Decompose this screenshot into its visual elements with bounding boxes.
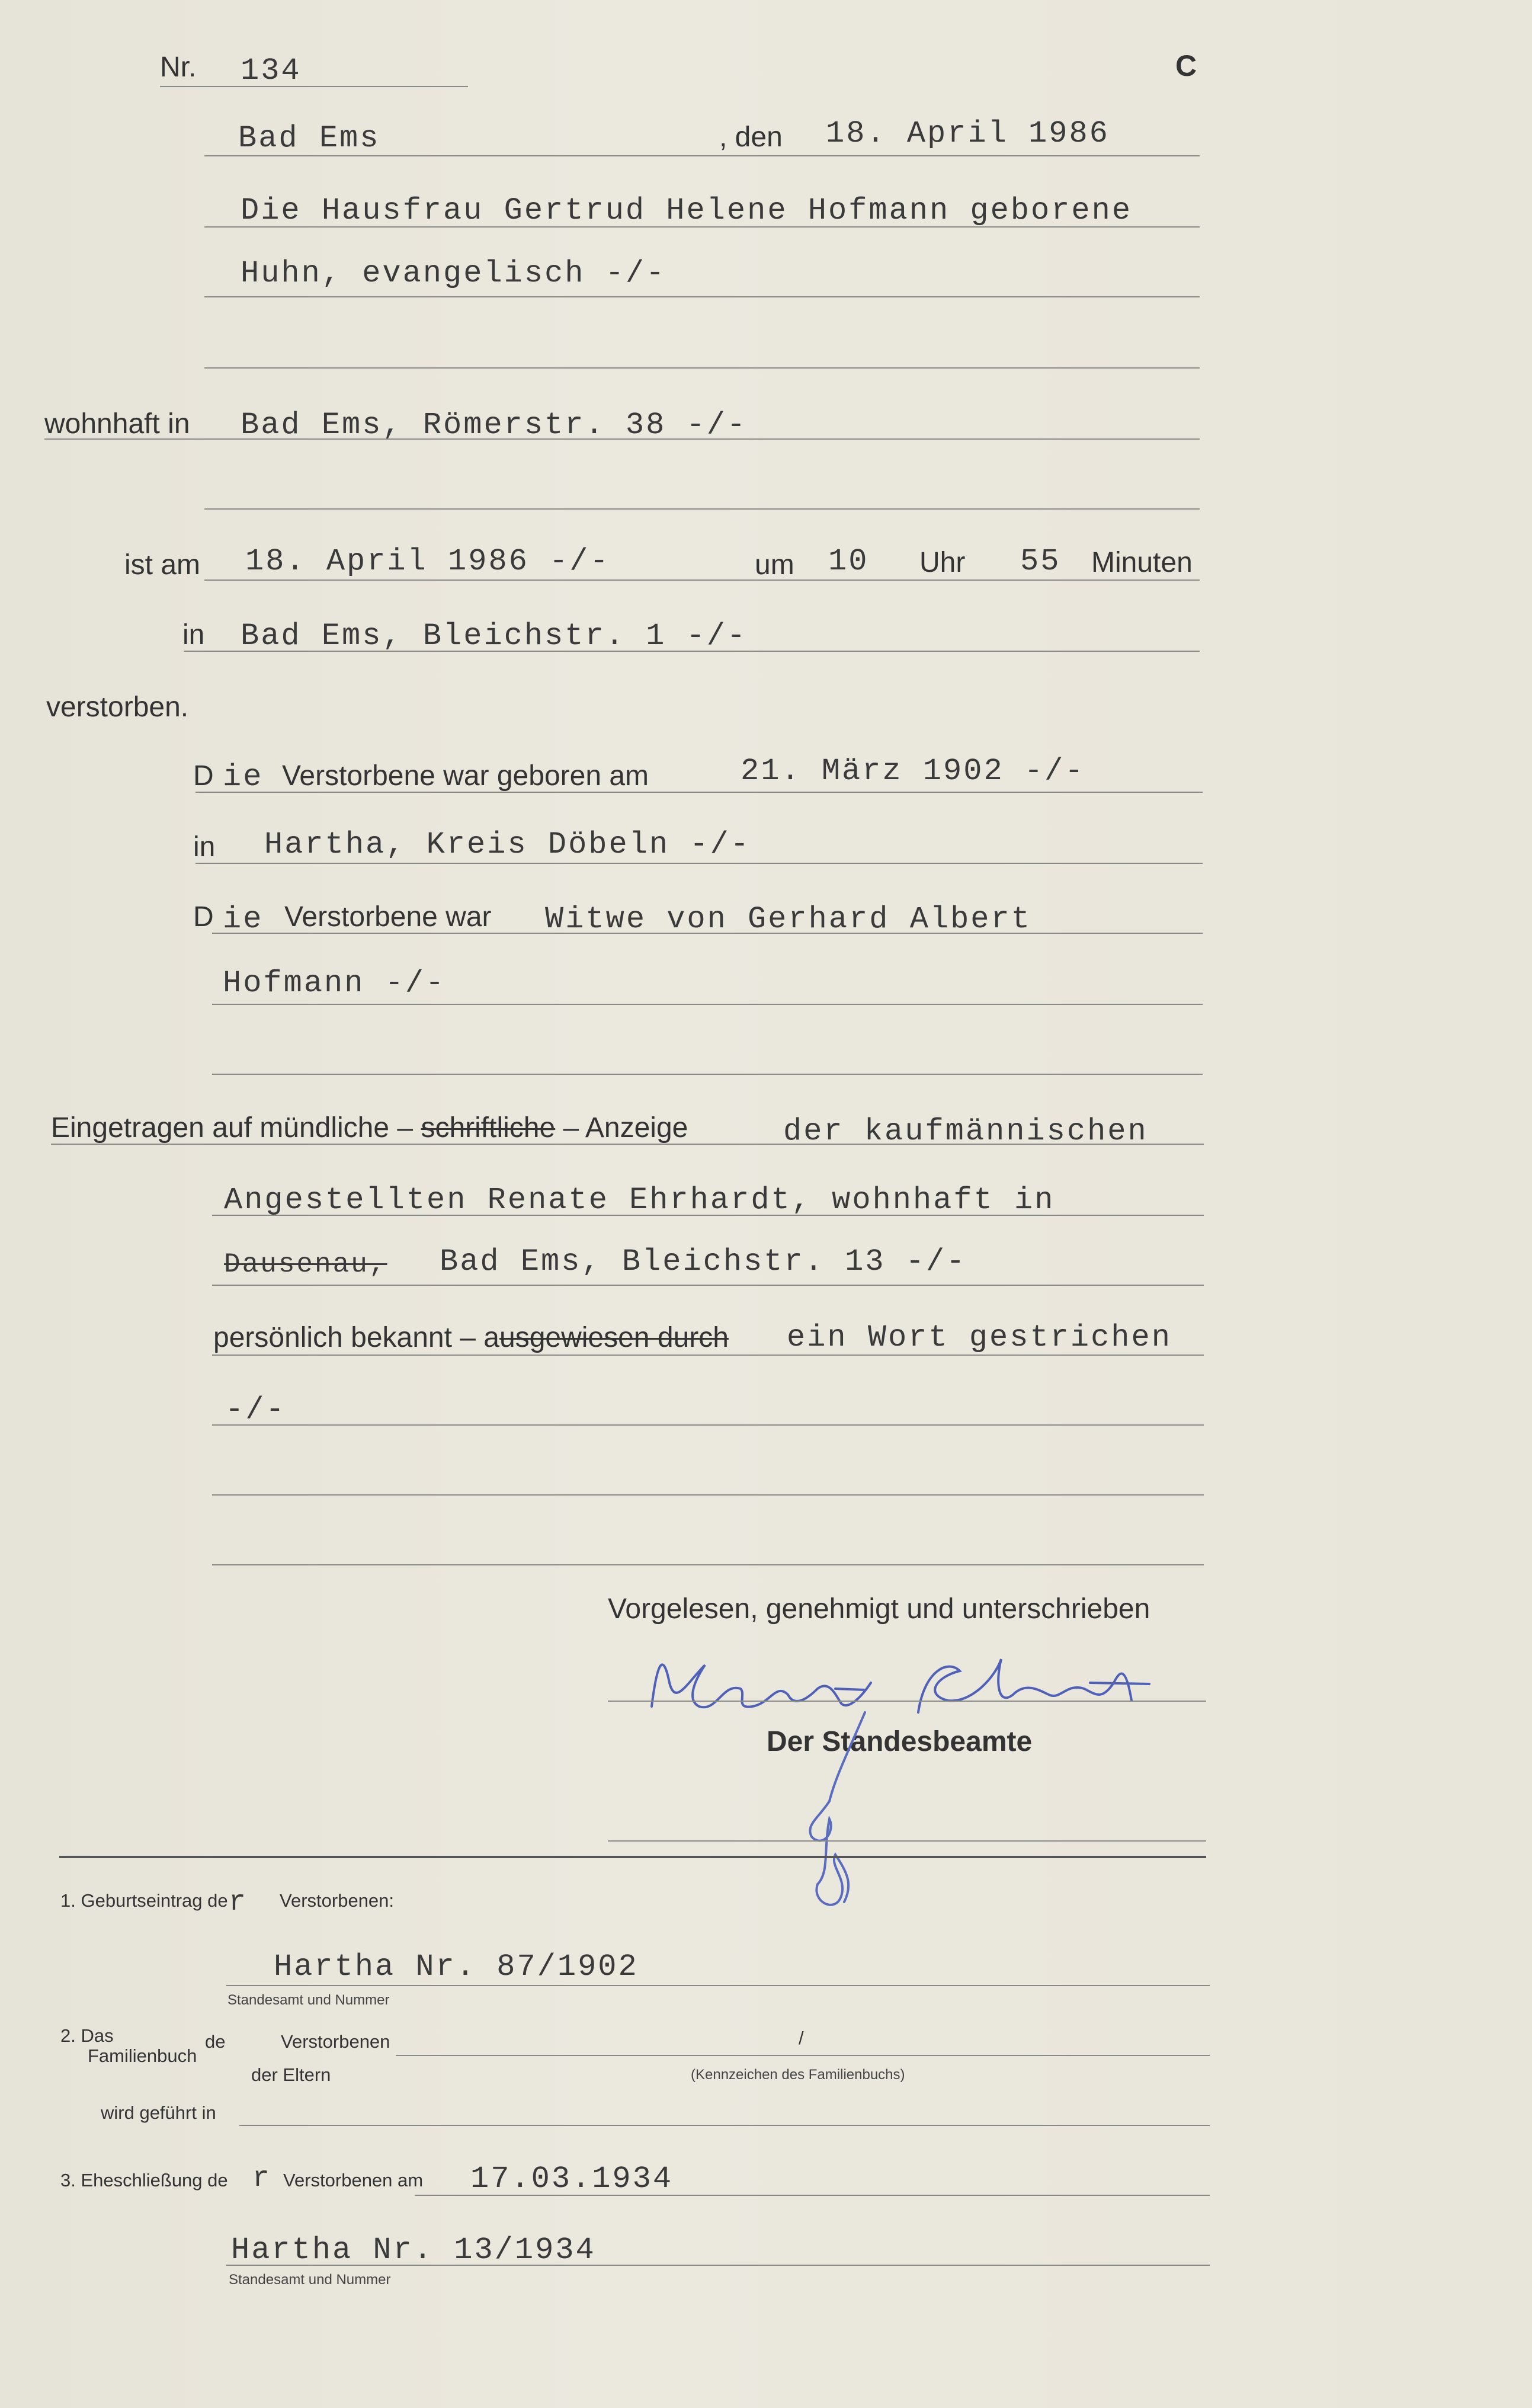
person-line-2: Huhn, evangelisch -/- [241, 256, 666, 291]
birth-entry-value: Hartha Nr. 87/1902 [274, 1949, 639, 1984]
struck-word: schriftliche [421, 1112, 556, 1144]
notifier-line-3: Bad Ems, Bleichstr. 13 -/- [440, 1244, 967, 1279]
rule [195, 792, 1203, 793]
signature-renate-ehrhardt [640, 1647, 1173, 1730]
rule [204, 508, 1200, 510]
person-line-1: Die Hausfrau Gertrud Helene Hofmann geborene [241, 193, 1133, 228]
death-place: Bad Ems, Bleichstr. 1 -/- [241, 619, 748, 654]
residence-value: Bad Ems, Römerstr. 38 -/- [241, 408, 748, 443]
rule [212, 1074, 1203, 1075]
item3-r: r [252, 2163, 271, 2195]
death-date: 18. April 1986 -/- [245, 544, 610, 579]
ist-am-label: ist am [124, 549, 201, 581]
item2-sub: (Kennzeichen des Familienbuchs) [691, 2067, 905, 2083]
rule [212, 1215, 1204, 1216]
marriage-date: 17.03.1934 [470, 2162, 674, 2196]
minuten-label: Minuten [1091, 547, 1193, 578]
item3-label-2: Verstorbenen am [283, 2170, 424, 2191]
death-in-label: in [182, 619, 205, 651]
rule [204, 296, 1200, 297]
signature-rule [608, 1701, 1206, 1702]
item1-label-2: Verstorbenen: [280, 1890, 395, 1911]
rule [212, 933, 1203, 934]
rule [212, 1564, 1204, 1565]
item3-sub: Standesamt und Nummer [229, 2272, 391, 2288]
known-typed: ein Wort gestrichen [787, 1320, 1172, 1355]
known-label-prefix: persönlich bekannt – a [213, 1322, 499, 1353]
notifier-line-5: -/- [225, 1392, 286, 1427]
read-approved-label: Vorgelesen, genehmigt und unterschrieben [608, 1593, 1150, 1625]
notification-label-prefix: Eingetragen auf mündliche – [51, 1112, 414, 1144]
notification-label [51, 1112, 688, 1144]
birth-in-label: in [193, 831, 216, 863]
rule [212, 1285, 1204, 1286]
header-rule [204, 155, 1200, 156]
item2-option-2: der Eltern [251, 2064, 331, 2085]
rule [212, 1004, 1203, 1005]
item2-label: Familienbuch [88, 2045, 197, 2066]
rule [226, 1985, 1210, 1986]
rule [44, 438, 1200, 440]
marital-label: Verstorbene war [284, 901, 492, 933]
rule [195, 863, 1203, 864]
birth-date: 21. März 1902 -/- [741, 754, 1085, 789]
rule [396, 2055, 1210, 2056]
known-label [213, 1321, 729, 1354]
residence-label: wohnhaft in [44, 408, 190, 440]
item1-sub: Standesamt und Nummer [227, 1992, 390, 2008]
d-letter: D [193, 760, 214, 792]
rule [204, 367, 1200, 369]
struck-word: usgewiesen durch [499, 1322, 729, 1353]
official-signature [794, 1706, 889, 1920]
notifier-line-2: Angestellten Renate Ehrhardt, wohnhaft in [224, 1183, 1055, 1218]
item1-r: r [229, 1887, 248, 1919]
rule [212, 1354, 1204, 1356]
notifier-line-1: der kaufmännischen [783, 1114, 1148, 1149]
section-divider [59, 1856, 1206, 1858]
birth-place: Hartha, Kreis Döbeln -/- [264, 827, 751, 862]
den-label: , den [719, 121, 783, 153]
ie-typed: ie [223, 760, 264, 795]
rule [212, 1424, 1204, 1426]
item3-label: 3. Eheschließung de [60, 2170, 228, 2191]
rule [184, 651, 1200, 652]
nr-label: Nr. [160, 52, 197, 83]
item1-label: 1. Geburtseintrag de [60, 1890, 228, 1911]
birth-label: Verstorbene war geboren am [282, 760, 649, 792]
rule [415, 2195, 1210, 2196]
rule [212, 1494, 1204, 1496]
rule [51, 1144, 1204, 1145]
uhr-label: Uhr [919, 547, 966, 578]
rule [204, 226, 1200, 228]
corner-mark: C [1175, 49, 1197, 82]
item2-num: 2. Das [60, 2025, 114, 2046]
d-letter: D [193, 901, 214, 933]
registry-date: 18. April 1986 [826, 116, 1110, 151]
verstorben-label: verstorben. [46, 691, 189, 723]
item2-label-3: wird geführt in [101, 2102, 216, 2123]
um-label: um [755, 549, 794, 581]
struck-word: Dausenau, [224, 1249, 387, 1280]
registry-place: Bad Ems [238, 121, 380, 156]
marital-line-1: Witwe von Gerhard Albert [545, 902, 1031, 937]
item2-option-1: Verstorbenen [281, 2031, 390, 2052]
rule [204, 579, 1200, 581]
signature-rule [608, 1840, 1206, 1842]
notification-label-suffix: – Anzeige [563, 1112, 688, 1144]
record-number: 134 [241, 53, 302, 88]
rule [239, 2125, 1210, 2126]
official-label: Der Standesbeamte [767, 1726, 1033, 1757]
death-minutes: 55 [1020, 544, 1061, 579]
item2-slash: / [799, 2028, 804, 2048]
death-hour: 10 [828, 544, 869, 579]
ie-typed: ie [223, 902, 264, 937]
marriage-entry-value: Hartha Nr. 13/1934 [231, 2233, 596, 2268]
nr-rule [160, 86, 468, 87]
rule [226, 2265, 1210, 2266]
item2-de: de [205, 2031, 226, 2052]
marital-line-2: Hofmann -/- [223, 966, 446, 1001]
